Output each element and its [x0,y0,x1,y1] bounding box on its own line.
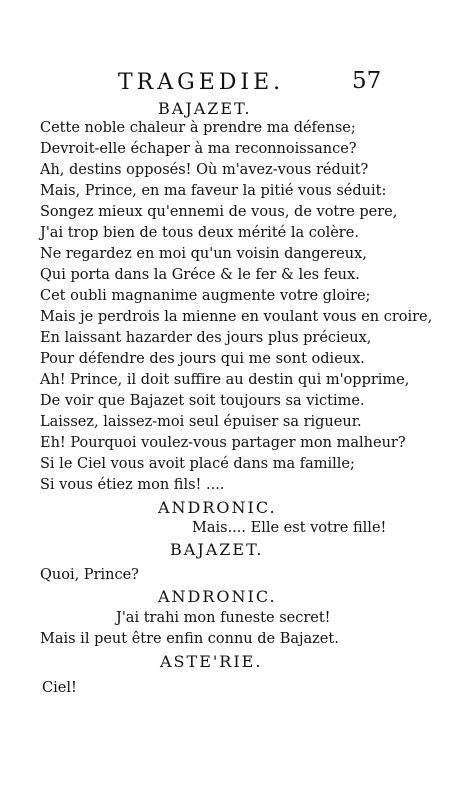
verse-line: Mais.... Elle est votre fille! [192,520,387,536]
verse-line: J'ai trahi mon funeste secret! [116,610,331,626]
verse-line: Ah, destins opposés! Où m'avez-vous réduit? [40,162,369,178]
verse-line: Si vous étiez mon fils! .... [40,477,225,493]
verse-line: Quoi, Prince? [40,567,139,583]
page-number: 57 [352,68,382,94]
verse-line: Ah! Prince, il doit suffire au destin qui m'opprime, [40,372,410,388]
verse-line: J'ai trop bien de tous deux mérité la colère. [40,225,359,241]
verse-line: Devroit-elle échaper à ma reconnoissance? [40,141,357,157]
verse-line: Songez mieux qu'ennemi de vous, de votre pere, [40,204,398,220]
verse-line: Cet oubli magnanime augmente votre gloire; [40,288,371,304]
speaker-name: ANDRONIC. [158,587,277,606]
verse-line: Laissez, laissez-moi seul épuiser sa rigueur. [40,414,362,430]
speaker-name: BAJAZET. [158,99,252,118]
verse-line: Ciel! [42,680,77,696]
verse-line: De voir que Bajazet soit toujours sa victime. [40,393,365,409]
verse-line: Mais, Prince, en ma faveur la pitié vous séduit: [40,183,387,199]
verse-line: Mais il peut être enfin connu de Bajazet. [40,631,339,647]
speaker-name: BAJAZET. [170,540,264,559]
speaker-name: ANDRONIC. [158,498,277,517]
verse-line: En laissant hazarder des jours plus précieux, [40,330,372,346]
verse-line: Ne regardez en moi qu'un voisin dangereux, [40,246,367,262]
verse-line: Mais je perdrois la mienne en voulant vous en croire, [40,309,433,325]
verse-line: Qui porta dans la Gréce & le fer & les feux. [40,267,360,283]
verse-line: Cette noble chaleur à prendre ma défense; [40,120,356,136]
verse-line: Pour défendre des jours qui me sont odieux. [40,351,365,367]
speaker-name: ASTE'RIE. [160,652,263,671]
verse-line: Eh! Pourquoi voulez-vous partager mon malheur? [40,435,406,451]
verse-line: Si le Ciel vous avoit placé dans ma famille; [40,456,355,472]
running-title: TRAGEDIE. [118,70,285,95]
